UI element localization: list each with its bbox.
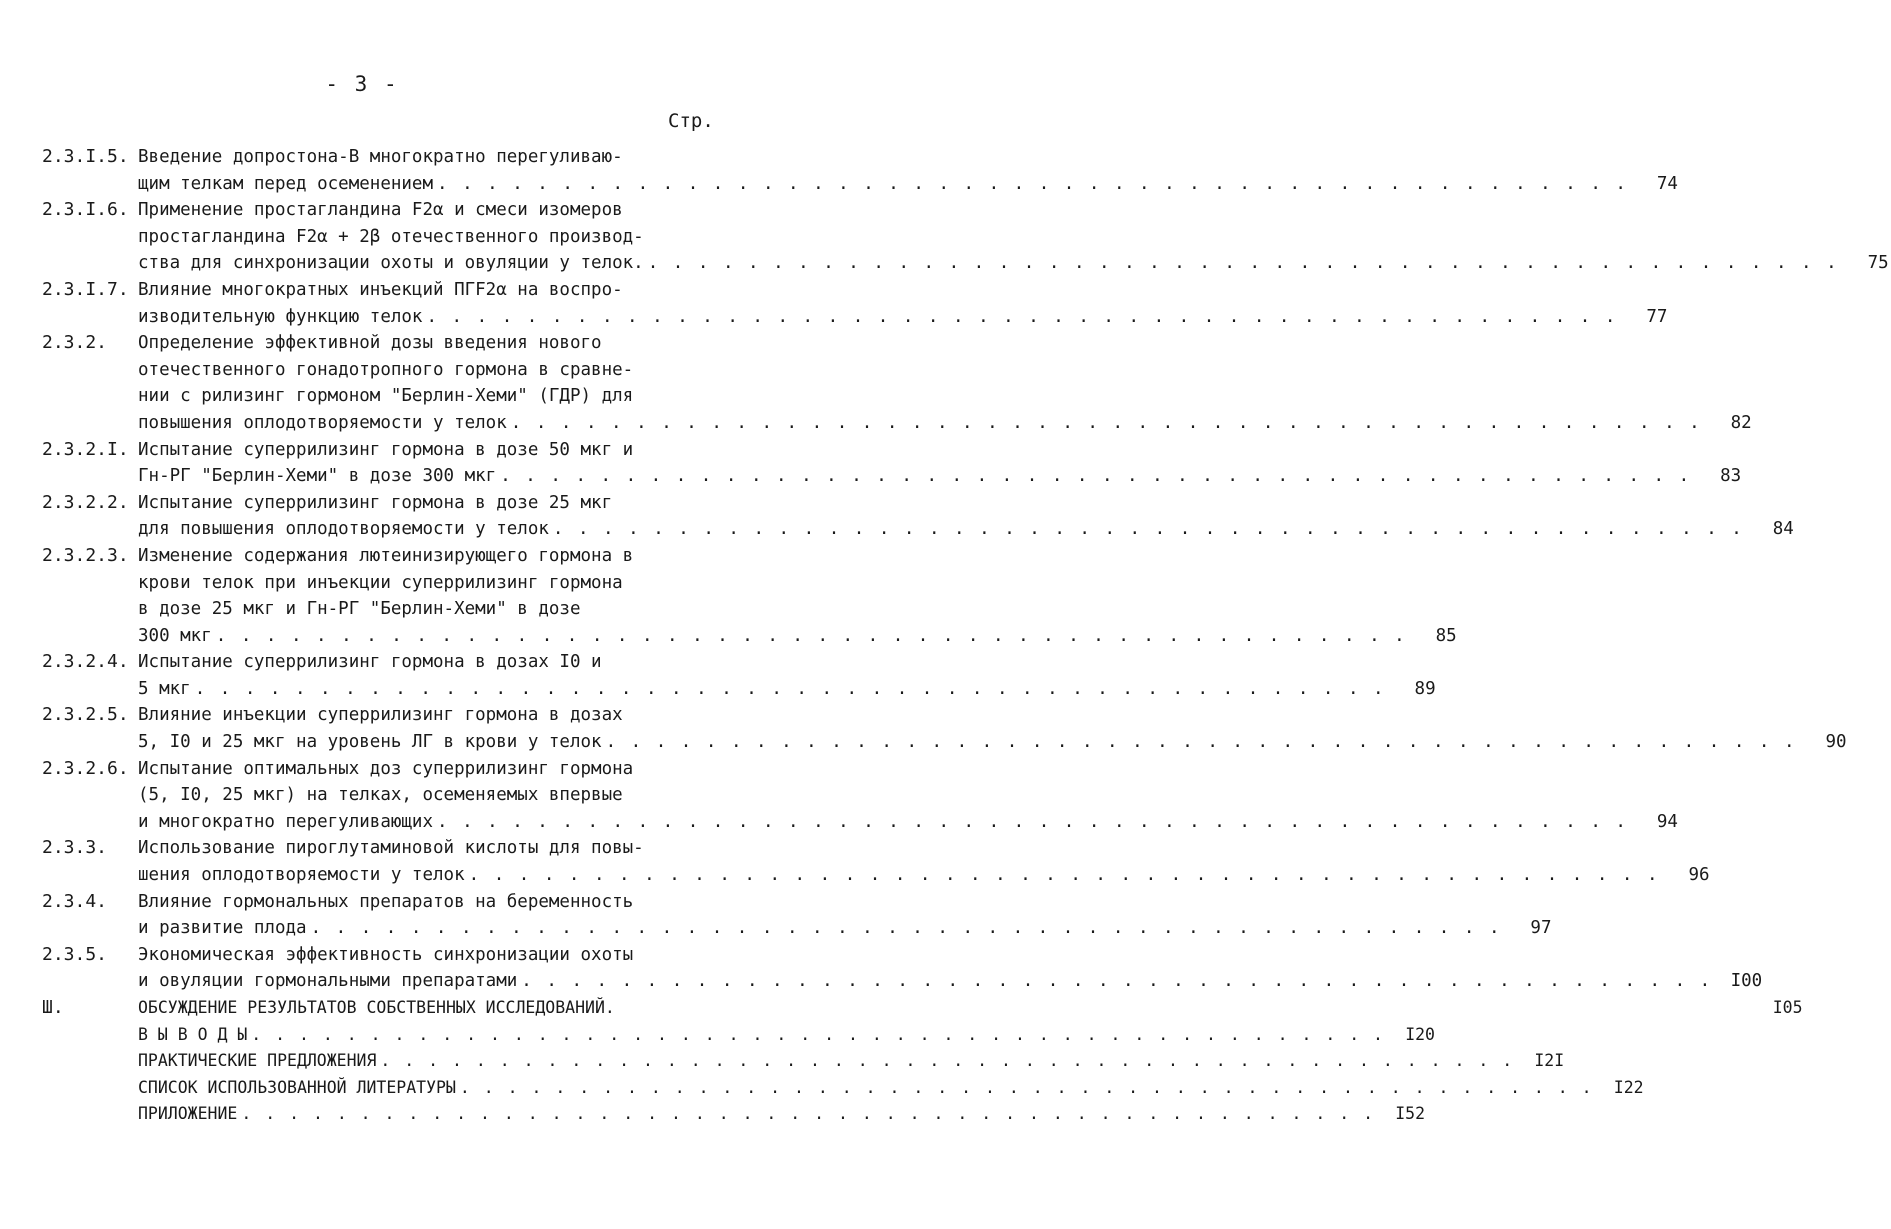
dot-leader <box>507 410 1702 437</box>
dot-leader <box>433 809 1628 836</box>
table-of-contents <box>42 144 1889 1128</box>
toc-entry <box>42 277 1668 330</box>
toc-entry <box>42 1101 1426 1128</box>
page-ref: I00 <box>1730 971 1763 992</box>
entry-title-line: Испытание суперрилизинг гормона в дозе 50 мкг и <box>138 439 634 460</box>
section-number: 2.3.2.I. <box>42 438 129 460</box>
page-ref: 82 <box>1730 412 1752 433</box>
page-ref: 83 <box>1720 466 1742 487</box>
dot-leader <box>456 1075 1594 1102</box>
toc-entry <box>42 889 1552 942</box>
pages-column-label: Стр. <box>668 110 714 132</box>
dot-leader <box>422 304 1617 331</box>
toc-entry <box>42 437 1742 490</box>
toc-entry <box>42 197 1889 277</box>
entry-title-line: Экономическая эффективность синхронизации охоты <box>138 944 634 965</box>
section-number <box>42 1101 138 1128</box>
entry-title-line: крови телок при инъекции суперрилизинг гормона <box>138 572 623 593</box>
toc-entry <box>42 1022 1435 1049</box>
page-ref: 77 <box>1646 306 1668 327</box>
entry-title-line: в дозе 25 мкг и Гн-РГ "Берлин-Хеми" в дозе <box>138 599 581 620</box>
entry-title-line: Определение эффективной дозы введения нового <box>138 333 602 354</box>
dot-leader <box>212 623 1407 650</box>
dot-leader <box>433 171 1628 198</box>
page-ref: 96 <box>1688 865 1710 886</box>
section-number: 2.3.2.3. <box>42 544 129 566</box>
page-ref: I20 <box>1405 1024 1435 1044</box>
entry-title: ПРИЛОЖЕНИЕ <box>138 1104 238 1124</box>
entry-title: и овуляции гормональными препаратами <box>138 971 518 992</box>
toc-entry <box>42 490 1794 543</box>
entry-title-line: Введение допростона-В многократно перегуливаю- <box>138 147 623 167</box>
entry-title: шения оплодотворяемости у телок <box>138 865 465 886</box>
toc-entry <box>42 1048 1565 1075</box>
entry-title-line: (5, I0, 25 мкг) на телках, осеменяемых впервые <box>138 785 623 806</box>
entry-title-line: Использование пироглутаминовой кислоты для повы- <box>138 838 644 859</box>
entry-title: В Ы В О Д Ы <box>138 1024 248 1044</box>
dot-leader <box>465 862 1660 889</box>
page-ref: 94 <box>1656 811 1678 832</box>
dot-leader <box>376 1048 1514 1075</box>
dot-leader <box>549 516 1744 543</box>
dot-leader <box>247 1022 1385 1049</box>
dot-leader <box>191 676 1386 703</box>
toc-entry <box>42 702 1847 755</box>
entry-title-line: Влияние многократных инъекций ПГF2α на воспро- <box>138 279 623 300</box>
dot-leader <box>517 968 1712 995</box>
toc-entry <box>42 649 1436 702</box>
toc-entry <box>42 995 1803 1022</box>
section-number: 2.3.I.5. <box>42 146 129 167</box>
entry-title-line: Испытание суперрилизинг гормона в дозе 25 мкг <box>138 492 613 513</box>
entry-title: и многократно перегуливающих <box>138 811 434 832</box>
section-number <box>42 1075 138 1102</box>
dot-leader <box>496 463 1691 490</box>
page-ref: 75 <box>1867 253 1889 274</box>
page-ref: 84 <box>1772 519 1794 540</box>
entry-title: щим телкам перед осеменением <box>138 173 434 194</box>
entry-title: ПРАКТИЧЕСКИЕ ПРЕДЛОЖЕНИЯ <box>138 1051 377 1071</box>
entry-title: для повышения оплодотворяемости у телок <box>138 519 549 540</box>
entry-title-line: отечественного гонадотропного гормона в сравне- <box>138 359 634 380</box>
toc-entry <box>42 330 1752 436</box>
section-number <box>42 1022 138 1049</box>
toc-entry <box>42 543 1457 649</box>
entry-title-line: нии с рилизинг гормоном "Берлин-Хеми" (ГДР) для <box>138 386 634 407</box>
entry-title-line: Изменение содержания лютеинизирующего гормона в <box>138 545 634 566</box>
entry-title: 5 мкг <box>138 678 191 699</box>
entry-title: СПИСОК ИСПОЛЬЗОВАННОЙ ЛИТЕРАТУРЫ <box>138 1077 456 1097</box>
toc-entry <box>42 835 1710 888</box>
page-ref: 74 <box>1656 173 1678 194</box>
page-ref: 97 <box>1530 918 1552 939</box>
entry-title: 5, I0 и 25 мкг на уровень ЛГ в крови у телок <box>138 732 602 753</box>
section-number: 2.3.2. <box>42 332 108 354</box>
toc-entry <box>42 756 1678 836</box>
page-ref: I52 <box>1395 1104 1426 1124</box>
section-number: 2.3.5. <box>42 943 108 965</box>
entry-title-line: Применение простагландина F2α и смеси изомеров <box>138 200 623 221</box>
entry-title: 300 мкг <box>138 625 212 646</box>
section-number: Ш. <box>42 997 64 1018</box>
entry-title: повышения оплодотворяемости у телок <box>138 412 507 433</box>
page-ref: 85 <box>1435 625 1457 646</box>
toc-entry <box>42 1075 1644 1102</box>
page-ref: 89 <box>1414 678 1436 699</box>
section-number: 2.3.3. <box>42 837 108 859</box>
toc-entry <box>42 144 1678 197</box>
page-ref: I05 <box>1772 998 1803 1017</box>
entry-title-line: Испытание суперрилизинг гормона в дозах I0 и <box>138 652 602 673</box>
dot-leader <box>307 915 1502 942</box>
page-ref: 90 <box>1825 732 1847 753</box>
entry-title-line: Испытание оптимальных доз суперрилизинг гормона <box>138 758 634 779</box>
toc-entry <box>42 942 1763 995</box>
dot-leader <box>602 729 1797 756</box>
section-number: 2.3.2.5. <box>42 704 129 726</box>
entry-title: Гн-РГ "Берлин-Хеми" в дозе 300 мкг <box>138 466 497 487</box>
entry-title-line: простагландина F2α + 2β отечественного производ- <box>138 226 644 247</box>
entry-title-line: Влияние гормональных препаратов на беременность <box>138 891 634 912</box>
entry-title: и развитие плода <box>138 918 307 939</box>
page-ref: I2I <box>1534 1051 1565 1071</box>
section-number <box>42 1048 138 1075</box>
entry-title-line: Влияние инъекции суперрилизинг гормона в дозах <box>138 705 623 726</box>
entry-title: ства для синхронизации охоты и овуляции у телок. <box>138 253 644 274</box>
section-number: 2.3.2.4. <box>42 651 129 673</box>
dot-leader <box>237 1101 1375 1128</box>
section-number: 2.3.I.7. <box>42 278 129 300</box>
section-number: 2.3.I.6. <box>42 199 129 221</box>
page-number: - 3 - <box>325 72 399 96</box>
section-number: 2.3.4. <box>42 890 108 912</box>
dot-leader <box>644 250 1839 277</box>
entry-title: ОБСУЖДЕНИЕ РЕЗУЛЬТАТОВ СОБСТВЕННЫХ ИССЛЕДОВАНИЙ. <box>138 998 615 1017</box>
section-number: 2.3.2.2. <box>42 491 129 513</box>
entry-title: изводительную функцию телок <box>138 306 423 327</box>
section-number: 2.3.2.6. <box>42 757 129 779</box>
page-ref: I22 <box>1613 1077 1644 1097</box>
